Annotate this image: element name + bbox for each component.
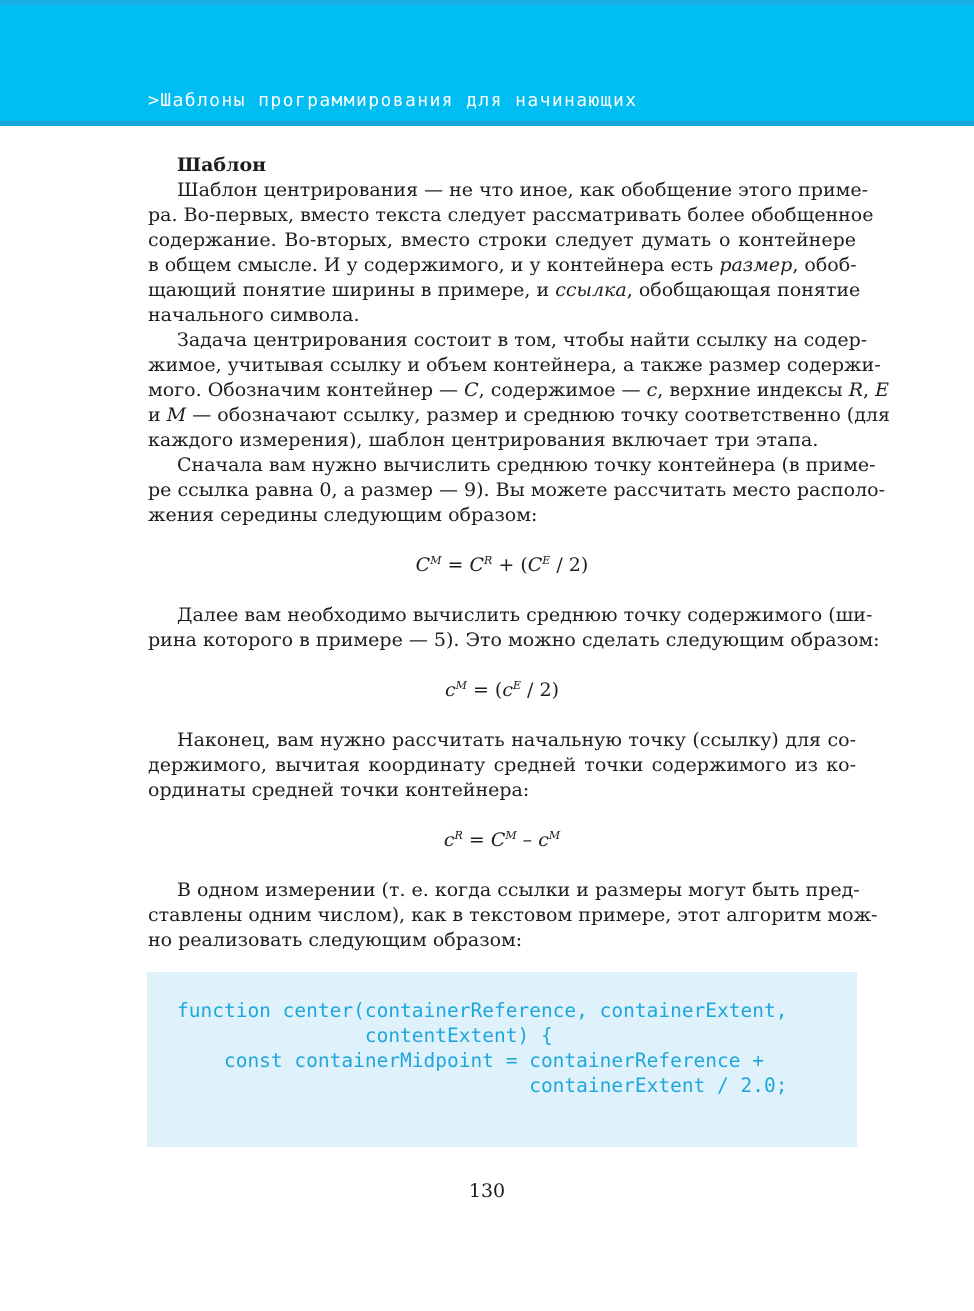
text-line: в общем смысле. И у содержимого, и у контейнера есть размер, обоб- — [148, 254, 857, 276]
paragraph-6 — [148, 878, 878, 953]
header-top-rule — [0, 0, 974, 5]
paragraph-5 — [148, 728, 856, 803]
code-line: const containerMidpoint = containerReference + — [177, 1049, 764, 1072]
text-line: Шаблон центрирования — не что иное, как обобщение этого приме- — [177, 179, 869, 201]
formula-container-midpoint: $C^M = C^R + (C^E / 2)$ — [415, 554, 589, 576]
text-line: мого. Обозначим контейнер — C, содержимое — c, верхние индексы R, E — [148, 379, 889, 401]
text-line: содержание. Во-вторых, вместо строки следует думать о контейнере — [148, 229, 856, 251]
paragraph-4 — [148, 603, 880, 653]
page-number: 130 — [468, 1180, 506, 1202]
text-line: ставлены одним числом), как в текстовом примере, этот алгоритм мож- — [148, 904, 878, 926]
text-line: ре ссылка равна 0, а размер — 9). Вы можете рассчитать место располо- — [148, 479, 886, 501]
paragraph-1 — [148, 178, 874, 328]
text-line: Далее вам необходимо вычислить среднюю точку содержимого (ши- — [177, 604, 873, 626]
main-text — [148, 153, 890, 953]
text-line: В одном измерении (т. е. когда ссылки и размеры могут быть пред- — [177, 879, 860, 901]
term-size: размер — [719, 254, 793, 276]
text-line: щающий понятие ширины в примере, и ссылка, обобщающая понятие — [148, 279, 861, 301]
section-heading: Шаблон — [177, 154, 267, 176]
term-reference: ссылка — [555, 279, 627, 301]
text-line: и M — обозначают ссылку, размер и среднюю точку соответственно (для — [148, 404, 890, 426]
text-line: ра. Во-первых, вместо текста следует рассматривать более обобщенное — [148, 204, 874, 226]
code-listing — [147, 972, 857, 1147]
text-line: но реализовать следующим образом: — [148, 929, 523, 951]
header-bottom-rule — [0, 121, 974, 126]
paragraph-3 — [148, 453, 886, 528]
text-line: Наконец, вам нужно рассчитать начальную точку (ссылку) для со- — [177, 729, 856, 751]
text-line: держимого, вычитая координату средней точки содержимого из ко- — [148, 754, 856, 776]
text-line: Сначала вам нужно вычислить среднюю точку контейнера (в приме- — [177, 454, 876, 476]
text-line: каждого измерения), шаблон центрирования включает три этапа. — [148, 429, 819, 451]
code-line: function center(containerReference, containerExtent, — [177, 999, 788, 1022]
text-line: жимое, учитывая ссылку и объем контейнера, а также размер содержи- — [148, 354, 881, 376]
formula-content-reference: $c^R = C^M - c^M$ — [443, 829, 561, 851]
text-line: ординаты средней точки контейнера: — [148, 779, 530, 801]
formula-content-midpoint: $c^M = (c^E / 2)$ — [444, 679, 559, 701]
text-line: рина которого в примере — 5). Это можно сделать следующим образом: — [148, 629, 880, 651]
text-line: жения середины следующим образом: — [148, 504, 538, 526]
code-line: containerExtent / 2.0; — [177, 1074, 788, 1097]
text-line: Задача центрирования состоит в том, чтобы найти ссылку на содер- — [177, 329, 868, 351]
running-head: >Шаблоны программирования для начинающих — [148, 90, 638, 111]
paragraph-2 — [148, 328, 890, 453]
text-line: начального символа. — [148, 304, 360, 326]
code-line: contentExtent) { — [177, 1024, 553, 1047]
header-band — [0, 0, 974, 126]
